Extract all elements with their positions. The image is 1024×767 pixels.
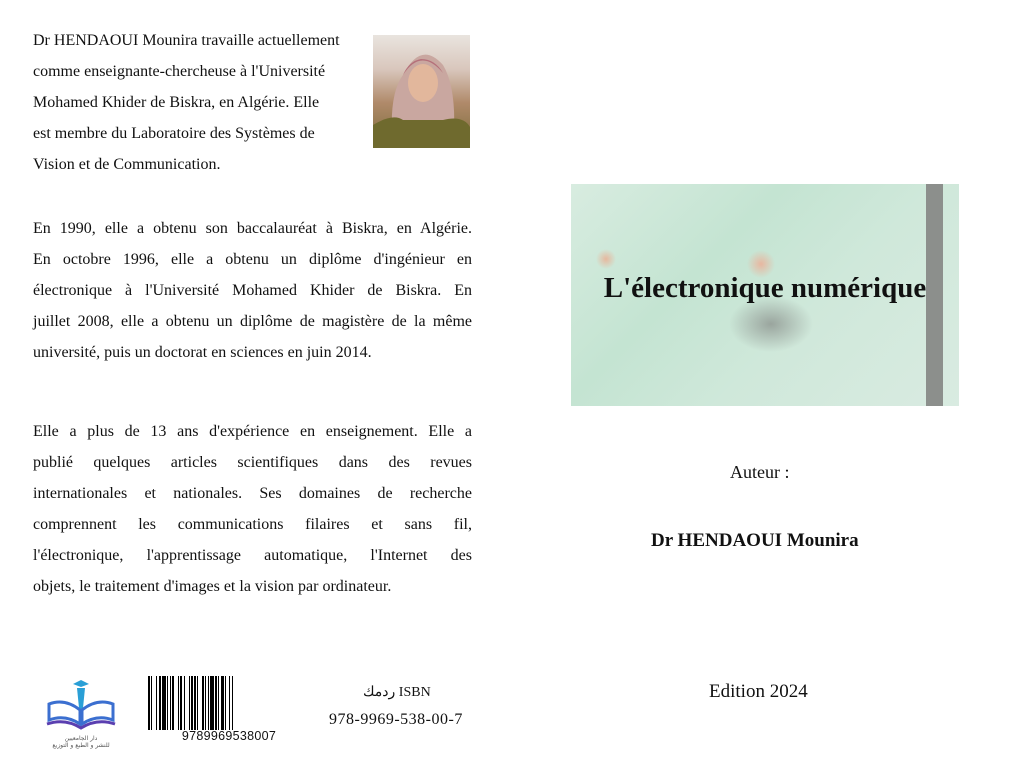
author-name: Dr HENDAOUI Mounira — [651, 530, 859, 551]
isbn-barcode — [148, 676, 310, 743]
text-line: Vision et de Communication. — [33, 156, 221, 173]
edition: Edition 2024 — [709, 681, 808, 702]
text-line: objets, le traitement d'images et la vision par ordinateur. — [33, 578, 392, 595]
book-title: L'électronique numérique — [603, 272, 927, 304]
education-paragraph — [33, 213, 472, 368]
text-line: En 1990, elle a obtenu son baccalauréat à Biskra, en Algérie. — [33, 220, 472, 237]
text-line: juillet 2008, elle a obtenu un diplôme de magistère de la même — [33, 313, 472, 330]
text-line: En octobre 1996, elle a obtenu un diplôme d'ingénieur en — [33, 251, 472, 268]
text-line: est membre du Laboratoire des Systèmes de — [33, 125, 315, 142]
open-book-pen-icon — [45, 678, 117, 730]
text-line: université, puis un doctorat en sciences en juin 2014. — [33, 344, 372, 361]
text-line: électronique à l'Université Mohamed Khider de Biskra. En — [33, 282, 472, 299]
text-line: l'électronique, l'apprentissage automatique, l'Internet des — [33, 547, 472, 564]
text-line: comprennent les communications filaires et sans fil, — [33, 516, 472, 533]
text-line: publié quelques articles scientifiques dans des revues — [33, 454, 472, 471]
author-photo — [373, 35, 470, 148]
barcode-bars — [148, 676, 310, 730]
publisher-subtitle: للنشر و الطبع و التوزيع — [52, 742, 110, 749]
text-line: Mohamed Khider de Biskra, en Algérie. Elle — [33, 94, 320, 111]
barcode-number: 9789969538007 — [181, 729, 277, 743]
author-label: Auteur : — [730, 462, 790, 482]
text-line: Dr HENDAOUI Mounira travaille actuellement — [33, 32, 340, 49]
publisher-name: دار الجامعيين — [64, 735, 98, 742]
isbn-label: ردمك ISBN — [363, 685, 431, 700]
text-line: comme enseignante-chercheuse à l'Université — [33, 63, 326, 80]
publisher-logo — [45, 678, 117, 758]
author-bio-paragraph — [33, 25, 373, 180]
isbn-number: 978-9969-538-00-7 — [329, 711, 463, 728]
text-line: Elle a plus de 13 ans d'expérience en enseignement. Elle a — [33, 423, 472, 440]
text-line: internationales et nationales. Ses domaines de recherche — [33, 485, 472, 502]
experience-paragraph — [33, 416, 472, 602]
cover-circuit-image — [571, 184, 959, 406]
